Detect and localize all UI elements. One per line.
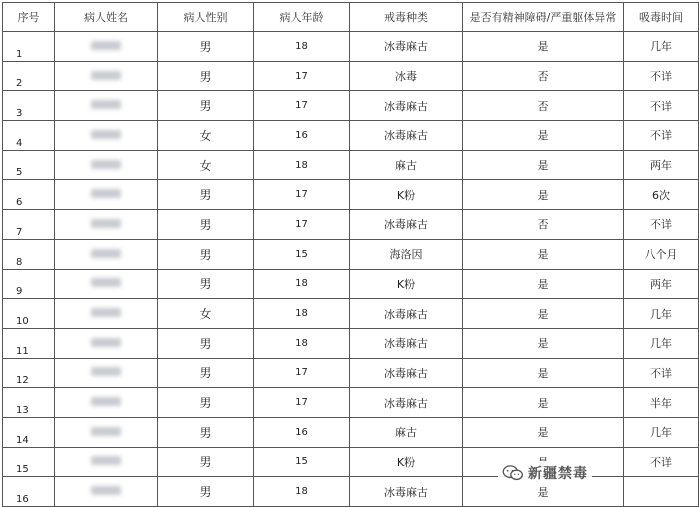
cell-name-redacted [55,447,158,477]
cell-duration: 不详 [624,61,699,91]
cell-index: 1 [3,32,55,62]
table-row [3,239,699,269]
cell-age: 17 [254,180,350,210]
cell-age: 18 [254,477,350,507]
redacted-name [91,219,121,228]
cell-index: 16 [3,477,55,507]
cell-index: 13 [3,388,55,418]
table-row [3,32,699,62]
cell-age: 17 [254,91,350,121]
table-row [3,477,699,507]
cell-gender: 男 [158,447,254,477]
cell-duration: 不详 [624,210,699,240]
cell-name-redacted [55,210,158,240]
cell-name-redacted [55,180,158,210]
cell-index: 14 [3,417,55,447]
header-gender: 病人性别 [158,3,254,32]
table-row [3,299,699,329]
cell-drug-type: 冰毒麻古 [350,358,463,388]
cell-age: 18 [254,328,350,358]
cell-name-redacted [55,32,158,62]
cell-name-redacted [55,121,158,151]
cell-name-redacted [55,477,158,507]
watermark [498,461,592,485]
cell-disorder: 是 [463,269,624,299]
cell-age: 17 [254,61,350,91]
cell-drug-type: 麻古 [350,150,463,180]
cell-disorder: 是 [463,150,624,180]
cell-age: 15 [254,239,350,269]
cell-age: 17 [254,388,350,418]
cell-age: 18 [254,32,350,62]
header-duration: 吸毒时间 [624,3,699,32]
cell-index: 10 [3,299,55,329]
header-name: 病人姓名 [55,3,158,32]
table-row [3,150,699,180]
redacted-name [91,100,121,109]
wechat-icon [502,465,524,481]
table-header-row [3,3,699,32]
cell-disorder: 是 [463,180,624,210]
cell-name-redacted [55,91,158,121]
header-age: 病人年龄 [254,3,350,32]
cell-gender: 男 [158,388,254,418]
cell-gender: 男 [158,477,254,507]
cell-drug-type: 海洛因 [350,239,463,269]
cell-duration: 两年 [624,150,699,180]
cell-name-redacted [55,269,158,299]
cell-gender: 男 [158,358,254,388]
cell-duration: 不详 [624,447,699,477]
table-row [3,121,699,151]
cell-duration: 几年 [624,299,699,329]
table-row [3,358,699,388]
cell-drug-type: K粉 [350,447,463,477]
cell-index: 6 [3,180,55,210]
cell-disorder: 是 [463,239,624,269]
cell-age: 18 [254,299,350,329]
cell-duration: 不详 [624,91,699,121]
cell-age: 16 [254,417,350,447]
cell-name-redacted [55,328,158,358]
cell-gender: 男 [158,328,254,358]
cell-disorder: 否 [463,210,624,240]
cell-duration: 几年 [624,328,699,358]
redacted-name [91,338,121,347]
patient-table [2,2,699,507]
cell-duration: 不详 [624,121,699,151]
cell-disorder: 否 [463,61,624,91]
cell-duration: 两年 [624,269,699,299]
cell-gender: 女 [158,150,254,180]
redacted-name [91,249,121,258]
cell-disorder: 是 [463,388,624,418]
redacted-name [91,41,121,50]
cell-index: 3 [3,91,55,121]
redacted-name [91,160,121,169]
redacted-name [91,367,121,376]
redacted-name [91,427,121,436]
cell-duration: 八个月 [624,239,699,269]
cell-age: 18 [254,269,350,299]
cell-duration: 6次 [624,180,699,210]
cell-index: 2 [3,61,55,91]
cell-drug-type: 麻古 [350,417,463,447]
table-row [3,417,699,447]
cell-name-redacted [55,239,158,269]
cell-name-redacted [55,299,158,329]
cell-age: 18 [254,150,350,180]
cell-name-redacted [55,61,158,91]
cell-gender: 男 [158,210,254,240]
cell-index: 4 [3,121,55,151]
cell-index: 7 [3,210,55,240]
cell-name-redacted [55,150,158,180]
cell-drug-type: 冰毒麻古 [350,121,463,151]
table-row [3,328,699,358]
cell-drug-type: 冰毒麻古 [350,388,463,418]
cell-disorder: 是 [463,358,624,388]
table-row [3,91,699,121]
cell-index: 9 [3,269,55,299]
cell-disorder: 否 [463,91,624,121]
cell-name-redacted [55,417,158,447]
cell-drug-type: 冰毒麻古 [350,91,463,121]
cell-gender: 男 [158,239,254,269]
cell-drug-type: 冰毒麻古 [350,210,463,240]
cell-gender: 男 [158,61,254,91]
redacted-name [91,486,121,495]
cell-gender: 女 [158,121,254,151]
header-disorder: 是否有精神障碍/严重躯体异常 [463,3,624,32]
watermark-text: 新疆禁毒 [528,466,588,482]
header-index: 序号 [3,3,55,32]
cell-duration: 几年 [624,32,699,62]
redacted-name [91,130,121,139]
table-row [3,210,699,240]
cell-age: 17 [254,210,350,240]
cell-disorder: 是 [463,328,624,358]
cell-drug-type: 冰毒麻古 [350,32,463,62]
cell-index: 5 [3,150,55,180]
redacted-name [91,71,121,80]
cell-duration [624,477,699,507]
cell-disorder: 是 [463,417,624,447]
cell-index: 11 [3,328,55,358]
cell-gender: 男 [158,91,254,121]
cell-drug-type: 冰毒麻古 [350,328,463,358]
cell-duration: 半年 [624,388,699,418]
cell-gender: 男 [158,417,254,447]
cell-drug-type: K粉 [350,180,463,210]
cell-age: 16 [254,121,350,151]
cell-disorder: 是 [463,477,624,507]
table-row [3,269,699,299]
table-row [3,61,699,91]
table-row [3,180,699,210]
cell-gender: 男 [158,180,254,210]
cell-gender: 男 [158,32,254,62]
cell-name-redacted [55,388,158,418]
cell-index: 15 [3,447,55,477]
table-row [3,447,699,477]
cell-age: 17 [254,358,350,388]
redacted-name [91,308,121,317]
cell-disorder: 是 [463,32,624,62]
redacted-name [91,278,121,287]
cell-index: 12 [3,358,55,388]
cell-drug-type: K粉 [350,269,463,299]
table-row [3,388,699,418]
cell-drug-type: 冰毒麻古 [350,477,463,507]
cell-gender: 女 [158,299,254,329]
cell-disorder: 是 [463,299,624,329]
cell-age: 15 [254,447,350,477]
cell-gender: 男 [158,269,254,299]
cell-index: 8 [3,239,55,269]
cell-drug-type: 冰毒 [350,61,463,91]
redacted-name [91,397,121,406]
cell-name-redacted [55,358,158,388]
redacted-name [91,189,121,198]
cell-disorder: 是 [463,121,624,151]
header-drug-type: 戒毒种类 [350,3,463,32]
cell-duration: 不详 [624,358,699,388]
cell-drug-type: 冰毒麻古 [350,299,463,329]
redacted-name [91,456,121,465]
cell-duration: 几年 [624,417,699,447]
